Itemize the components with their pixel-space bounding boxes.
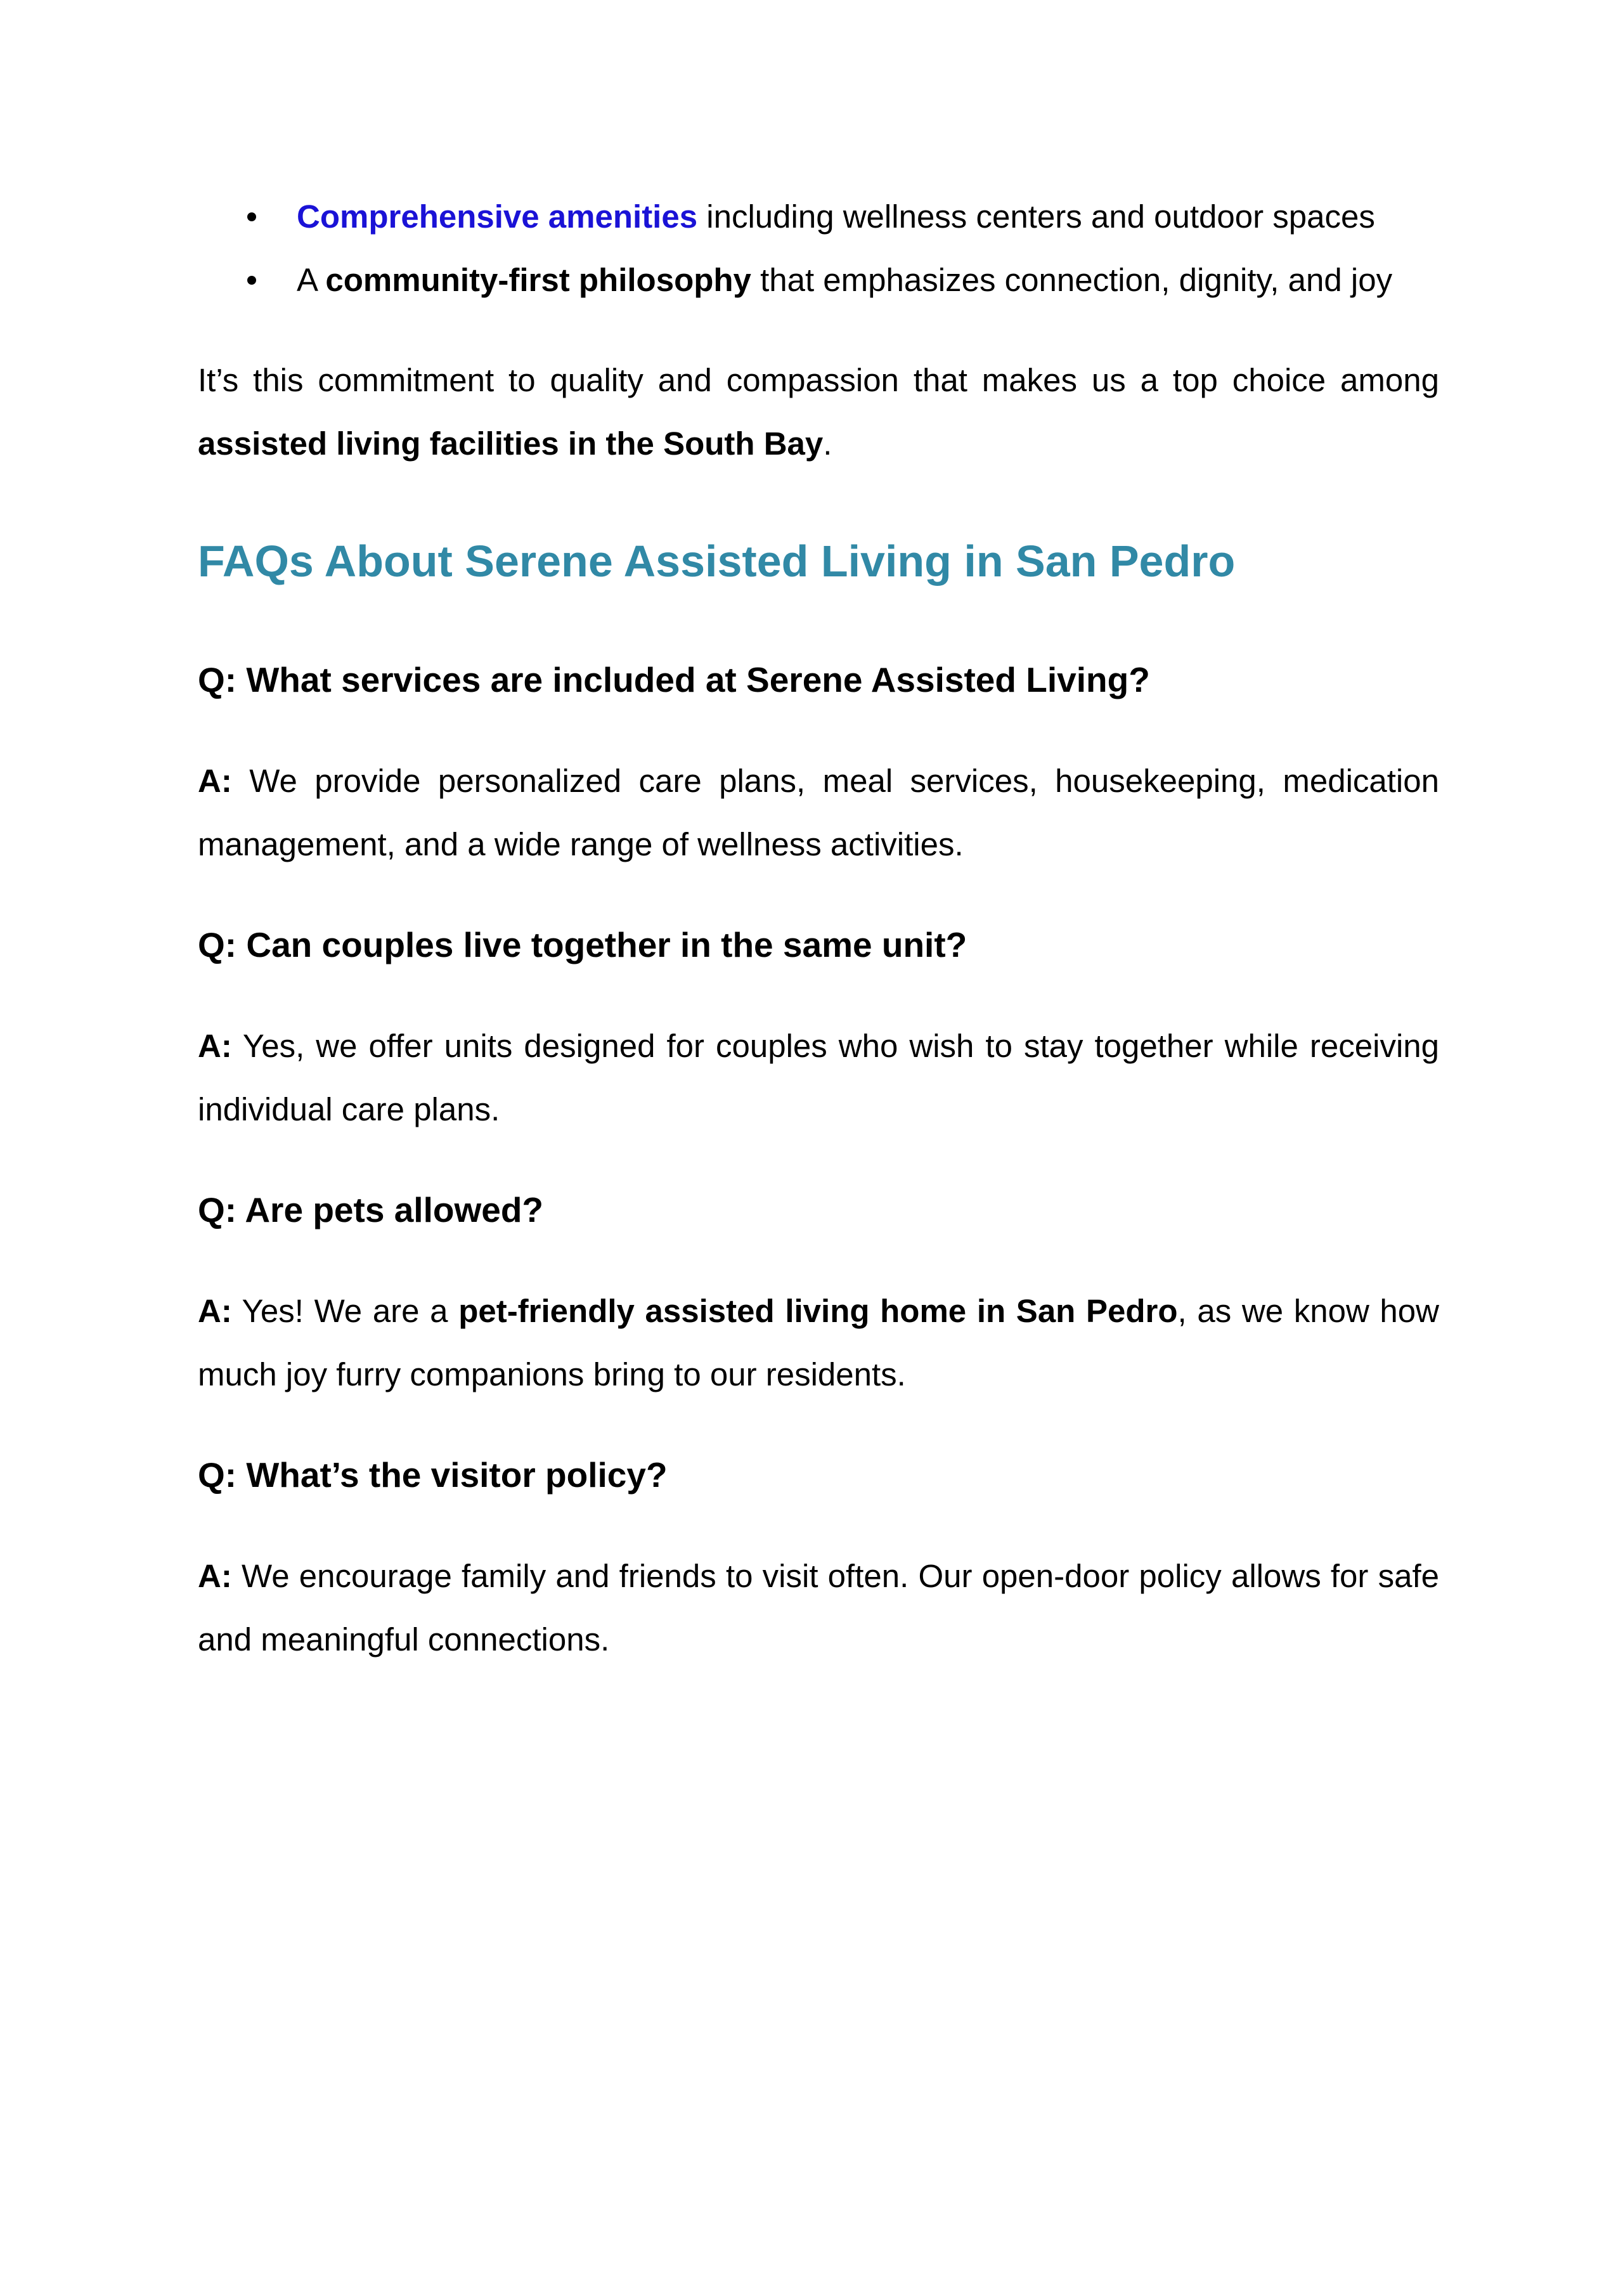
answer-label: A: — [198, 1558, 232, 1594]
page-content — [198, 185, 1439, 1671]
amenities-link[interactable]: Comprehensive amenities — [297, 198, 698, 235]
faq-question: Q: Are pets allowed? — [198, 1190, 544, 1229]
faq-item — [198, 1178, 1439, 1406]
answer-text: Yes, we offer units designed for couples who wish to stay together while receiving individual care plans. — [198, 1028, 1439, 1127]
list-item-text: including wellness centers and outdoor spaces — [697, 198, 1375, 235]
faq-item — [198, 648, 1439, 876]
faq-answer — [198, 1015, 1439, 1141]
faq-item — [198, 1443, 1439, 1671]
answer-text: We provide personalized care plans, meal services, housekeeping, medication management, and a wide range of wellness activities. — [198, 763, 1439, 862]
faq-answer — [198, 1545, 1439, 1671]
answer-text: We encourage family and friends to visit often. Our open-door policy allows for safe and meaningful connections. — [198, 1558, 1439, 1657]
intro-end: . — [823, 425, 832, 462]
bullet-icon — [247, 276, 256, 285]
faq-answer — [198, 1280, 1439, 1406]
answer-label: A: — [198, 1293, 232, 1329]
list-item-bold: community-first philosophy — [325, 262, 751, 298]
feature-list — [198, 185, 1439, 312]
intro-paragraph — [198, 349, 1439, 476]
list-item-text: that emphasizes connection, dignity, and joy — [751, 262, 1393, 298]
answer-bold: pet-friendly assisted living home in San Pedro — [458, 1293, 1178, 1329]
answer-label: A: — [198, 1028, 232, 1064]
list-item — [198, 185, 1439, 249]
intro-text: It’s this commitment to quality and compassion that makes us a top choice among — [198, 362, 1439, 398]
answer-text-end: , as we know how much joy furry companions bring to our residents. — [198, 1293, 1439, 1392]
answer-label: A: — [198, 763, 232, 799]
faq-question: Q: What’s the visitor policy? — [198, 1455, 668, 1495]
bullet-icon — [247, 212, 256, 221]
faq-heading: FAQs About Serene Assisted Living in San Pedro — [198, 536, 1236, 586]
answer-text: Yes! We are a — [231, 1293, 459, 1329]
list-item — [198, 249, 1439, 312]
list-item-prefix: A — [297, 262, 326, 298]
faq-answer — [198, 749, 1439, 876]
faq-question: Q: What services are included at Serene Assisted Living? — [198, 660, 1150, 699]
intro-bold: assisted living facilities in the South Bay — [198, 425, 824, 462]
faq-question: Q: Can couples live together in the same unit? — [198, 925, 967, 964]
faq-item — [198, 913, 1439, 1141]
